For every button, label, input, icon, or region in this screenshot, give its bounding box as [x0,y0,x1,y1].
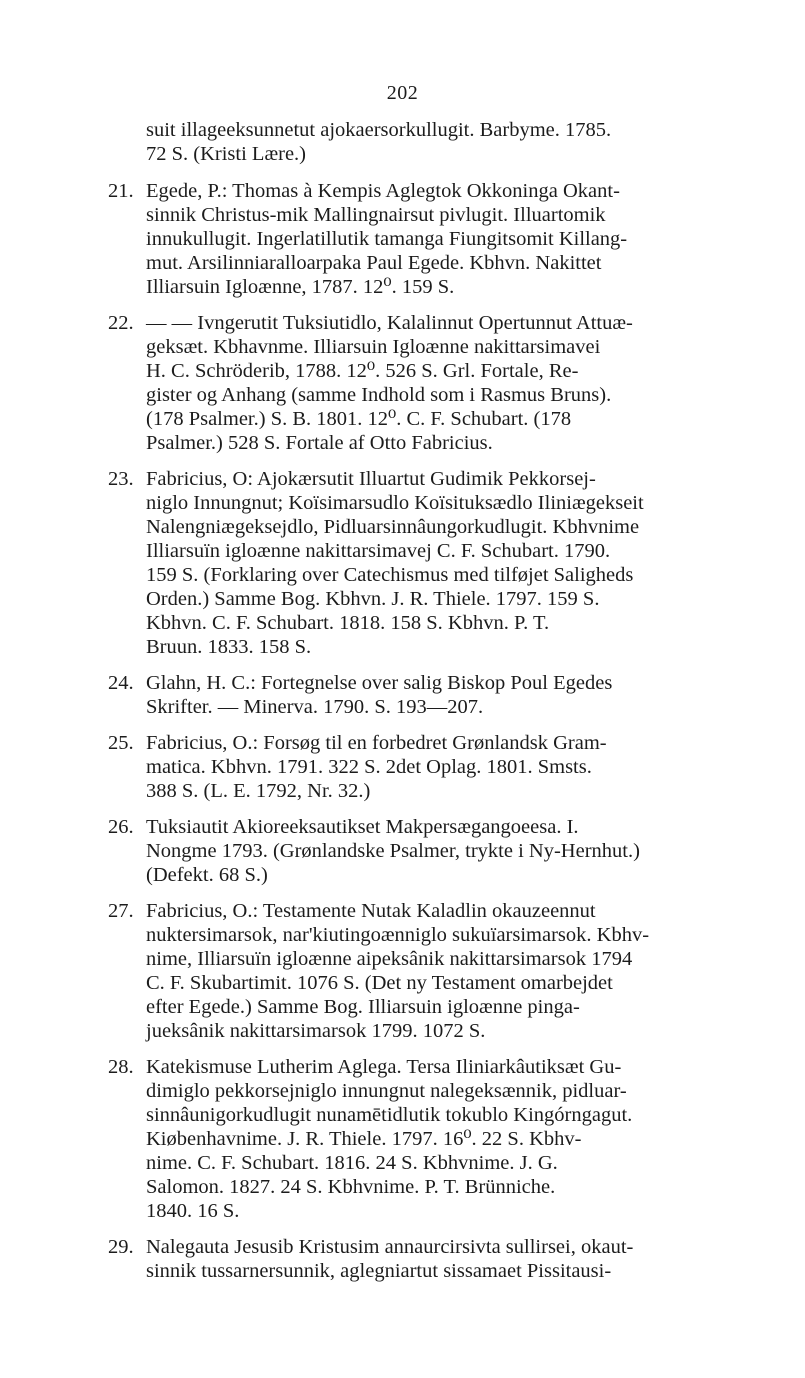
entry-29 [108,1235,754,1283]
entry-text: Fabricius, O: Ajokærsutit Illuartut Gudimik Pekkorsej- niglo Innungnut; Koïsimarsudlo Koïsituksædlo Iliniægekseit Nalengniægeksejdlo, Pidluarsinnâungorkudlugit. Kbhvnime Illiarsuïn igloænne nakittarsimavej C. F. Schubart. 1790. 159 S. (Forklaring over Catechismus med tilføjet Saligheds Orden.) Samme Bog. Kbhvn. J. R. Thiele. 1797. 159 S. Kbhvn. C. F. Schubart. 1818. 158 S. Kbhvn. P. T. Bruun. 1833. 158 S. [146,468,644,658]
entry-number: 26. [108,816,134,838]
entry-number: 23. [108,468,134,490]
entry-26 [108,815,754,887]
entry-text: Egede, P.: Thomas à Kempis Aglegtok Okkoninga Okant- sinnik Christus-mik Mallingnairsut pivlugit. Illuartomik innukullugit. Ingerlatillutik tamanga Fiungitsomit Killang- mut. Arsilinniaralloarpaka Paul Egede. Kbhvn. Nakittet Illiarsuin Igloænne, 1787. 12⁰. 159 S. [146,180,628,298]
entry-number: 21. [108,180,134,202]
entry-text: Fabricius, O.: Testamente Nutak Kaladlin okauzeennut nuktersimarsok, nar'kiutingoænniglo sukuïarsimarsok. Kbhv- nime, Illiarsuïn igloænne aipeksânik nakittarsimarsok 1794 C. F. Skubartimit. 1076 S. (Det ny Testament omarbejdet efter Egede.) Samme Bog. Illiarsuin igloænne pinga- jueksânik nakittarsimarsok 1799. 1072 S. [146,900,650,1042]
entry-number: 27. [108,900,134,922]
entry-number: 29. [108,1236,134,1258]
entry-text: Tuksiautit Akioreeksautikset Makpersægangoeesa. I. Nongme 1793. (Grønlandske Psalmer, trykte i Ny-Hernhut.) (Defekt. 68 S.) [146,816,640,886]
entry-22 [108,311,754,455]
entry-text: Katekismuse Lutherim Aglega. Tersa Iliniarkâutiksæt Gu- dimiglo pekkorsejniglo innungnut nalegeksænnik, pidluar- sinnâunigorkudlugit nunamētidlutik tokublo Kingórngagut. Kiøbenhavnime. J. R. Thiele. 1797. 16⁰. 22 S. Kbhv- nime. C. F. Schubart. 1816. 24 S. Kbhvnime. J. G. Salomon. 1827. 24 S. Kbhvnime. P. T. Brünniche. 1840. 16 S. [146,1056,633,1222]
entry-number: 24. [108,672,134,694]
entry-number: 25. [108,732,134,754]
entry-text: Nalegauta Jesusib Kristusim annaurcirsivta sullirsei, okaut- sinnik tussarnersunnik, aglegniartut sissamaet Pissitausi- [146,1236,634,1282]
entry-number: 22. [108,312,134,334]
entry-text: — — Ivngerutit Tuksiutidlo, Kalalinnut Opertunnut Attuæ- geksæt. Kbhavnme. Illiarsuin Igloænne nakittarsimavei H. C. Schröderib, 1788. 12⁰. 526 S. Grl. Fortale, Re- gister og Anhang (samme Indhold som i Rasmus Bruns). (178 Psalmer.) S. B. 1801. 12⁰. C. F. Schubart. (178 Psalmer.) 528 S. Fortale af Otto Fabricius. [146,312,633,454]
entry-continuation [108,118,754,166]
entry-text: Fabricius, O.: Forsøg til en forbedret Grønlandsk Gram- matica. Kbhvn. 1791. 322 S. 2det Oplag. 1801. Smsts. 388 S. (L. E. 1792, Nr. 32.) [146,732,607,802]
entry-text: suit illageeksunnetut ajokaersorkullugit. Barbyme. 1785. 72 S. (Kristi Lære.) [146,119,612,165]
entry-text: Glahn, H. C.: Fortegnelse over salig Biskop Poul Egedes Skrifter. — Minerva. 1790. S. 193—207. [146,672,613,718]
entry-23 [108,467,754,659]
entry-25 [108,731,754,803]
entry-number: 28. [108,1056,134,1078]
entry-21 [108,179,754,299]
entry-24 [108,671,754,719]
entry-28 [108,1055,754,1223]
entry-27 [108,899,754,1043]
bibliography-list [108,118,754,1295]
page-number: 202 [386,82,419,104]
